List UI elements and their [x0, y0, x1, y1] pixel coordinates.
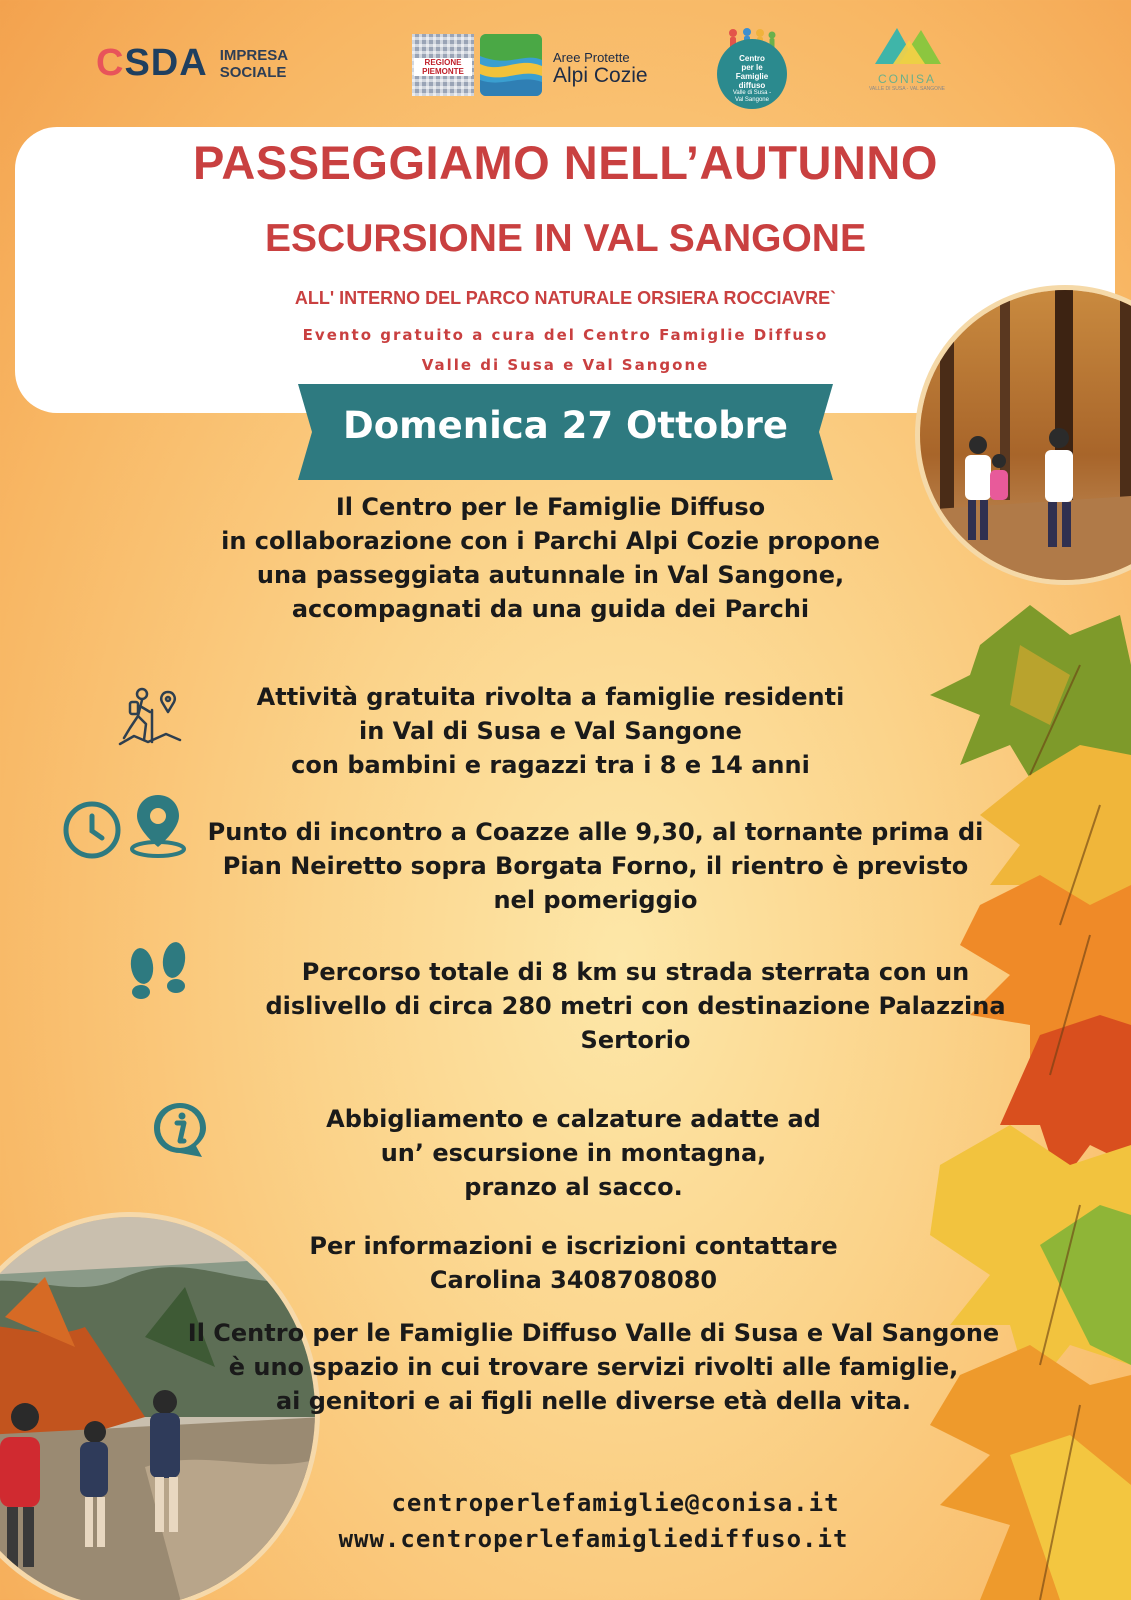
activity-line3: con bambini e ragazzi tra i 8 e 14 anni: [291, 751, 810, 779]
csda-logo: [96, 42, 288, 85]
regione-line2: PIEMONTE: [422, 67, 464, 76]
equipment-line3: pranzo al sacco.: [464, 1173, 683, 1201]
route-line1: Percorso totale di 8 km su strada sterrata con un: [301, 958, 970, 986]
activity-line1: Attività gratuita rivolta a famiglie residenti: [256, 683, 845, 711]
centro-line3: Famiglie: [735, 72, 769, 81]
centro-line4: diffuso: [738, 81, 766, 90]
alpi-cozie-mark: [480, 34, 542, 96]
conisa-logo: [866, 24, 948, 109]
contact-email[interactable]: centroperlefamiglie@conisa.it: [391, 1489, 840, 1517]
event-subtitle: ESCURSIONE IN VAL SANGONE: [265, 217, 866, 260]
route-line3: Sertorio: [580, 1026, 691, 1054]
website-link[interactable]: www.centroperlefamigliediffuso.it: [338, 1525, 849, 1553]
organizer-line1: Evento gratuito a cura del Centro Famiglie Diffuso: [302, 326, 829, 344]
intro-line2: in collaborazione con i Parchi Alpi Cozie propone: [221, 527, 880, 555]
conisa-name: CONISA: [877, 72, 936, 86]
intro-line1: Il Centro per le Famiglie Diffuso: [335, 493, 766, 521]
centro-line1: Centro: [739, 54, 765, 63]
event-title: PASSEGGIAMO NELL’AUTUNNO: [193, 136, 938, 189]
about-line3: ai genitori e ai figli nelle diverse età della vita.: [275, 1387, 912, 1415]
mountains-icon: [871, 24, 943, 66]
intro-line4: accompagnati da una guida dei Parchi: [291, 595, 810, 623]
centro-famiglie-logo: [713, 27, 791, 109]
regione-line1: REGIONE: [424, 58, 462, 67]
csda-c: C: [96, 42, 125, 84]
park-line: ALL' INTERNO DEL PARCO NATURALE ORSIERA ROCCIAVRE`: [294, 288, 837, 308]
contact-line1: Per informazioni e iscrizioni contattare: [309, 1232, 838, 1260]
csda-subtitle: [220, 47, 288, 81]
csda-sub-line2: SOCIALE: [219, 63, 287, 81]
activity-line2: in Val di Susa e Val Sangone: [359, 717, 742, 745]
equipment-block: [8, 1102, 1131, 1204]
intro-block: [0, 490, 1116, 626]
centro-circle: [717, 39, 787, 109]
equipment-line2: un’ escursione in montagna,: [380, 1139, 767, 1167]
meeting-line2: Pian Neiretto sopra Borgata Forno, il rientro è previsto: [222, 852, 969, 880]
intro-line3: una passeggiata autunnale in Val Sangone,: [256, 561, 845, 589]
route-block: [70, 955, 1131, 1057]
meeting-block: [30, 815, 1131, 917]
about-line2: è uno spazio in cui trovare servizi rivolti alle famiglie,: [228, 1353, 959, 1381]
equipment-line1: Abbigliamento e calzature adatte ad: [326, 1105, 821, 1133]
alpi-cozie-text: [553, 50, 648, 87]
meeting-line3: nel pomeriggio: [493, 886, 698, 914]
csda-wordmark: [96, 42, 208, 85]
regione-piemonte-logo: [412, 34, 474, 96]
activity-block: [0, 680, 1116, 782]
regione-label: [414, 58, 472, 76]
alpi-cozie-bottom: Alpi Cozie: [553, 64, 648, 87]
organizer-line2: Valle di Susa e Val Sangone: [421, 356, 710, 374]
centro-line2: per le: [741, 63, 763, 72]
centro-line5: Valle di Susa -: [732, 90, 772, 96]
alpi-cozie-top: Aree Protette: [553, 50, 630, 65]
route-line2: dislivello di circa 280 metri con destinazione Palazzina: [265, 992, 1006, 1020]
event-date: Domenica 27 Ottobre: [342, 404, 789, 447]
about-line1: Il Centro per le Famiglie Diffuso Valle di Susa e Val Sangone: [187, 1319, 1000, 1347]
conisa-subtitle: VALLE DI SUSA - VAL SANGONE: [868, 86, 946, 92]
contact-block: [8, 1229, 1131, 1297]
about-block: [28, 1316, 1131, 1418]
meeting-line1: Punto di incontro a Coazze alle 9,30, al tornante prima di: [207, 818, 984, 846]
centro-line6: Val Sangone: [735, 97, 769, 103]
csda-rest: SDA: [124, 42, 208, 84]
contact-phone: Carolina 3408708080: [429, 1266, 718, 1294]
csda-sub-line1: IMPRESA: [219, 46, 289, 64]
